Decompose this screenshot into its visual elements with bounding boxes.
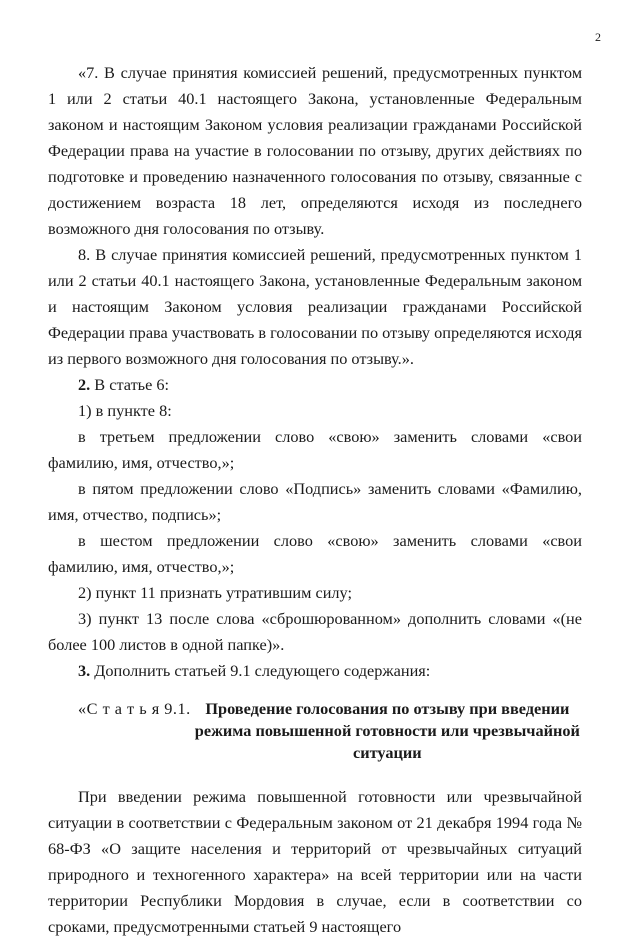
article-label: «С т а т ь я 9.1. <box>78 699 191 718</box>
paragraph-article-6-heading <box>48 372 582 398</box>
paragraph-subitem-2: 2) пункт 11 признать утратившим силу; <box>78 583 353 602</box>
item-number-3: 3. <box>78 661 91 680</box>
page-number: 2 <box>595 30 601 44</box>
paragraph-item-8: 8. В случае принятия комиссией решений, предусмотренных пунктом 1 или 2 статьи 40.1 настоящего Закона, установленные Федеральным законом и настоящим Законом условия реализации гражданами Российской Федерации права участвовать в голосовании по отзыву определяются исходя из первого возможного дня голосования по отзыву.». <box>48 245 582 368</box>
article-body-paragraph: При введении режима повышенной готовности или чрезвычайной ситуации в соответствии с Федеральным законом от 21 декабря 1994 года № 68-ФЗ «О защите населения и территорий от чрезвычайных ситуаций природного и техногенного характера» на всей территории или на части территории Республики Мордовия в случае, если в соответствии со сроками, предусмотренными статьей 9 настоящего <box>48 787 582 936</box>
paragraph-add-article <box>48 658 582 684</box>
paragraph-subitem-3: 3) пункт 13 после слова «сброшюрованном» дополнить словами «(не более 100 листов в одной папке)». <box>48 609 582 654</box>
paragraph-fifth-sentence: в пятом предложении слово «Подпись» заменить словами «Фамилию, имя, отчество, подпись»; <box>48 479 582 524</box>
item-text-3: Дополнить статьей 9.1 следующего содержания: <box>90 661 431 680</box>
item-text-2: В статье 6: <box>90 375 170 394</box>
paragraph-sixth-sentence: в шестом предложении слово «свою» заменить словами «свои фамилию, имя, отчество,»; <box>48 531 582 576</box>
paragraph-subitem-1: 1) в пункте 8: <box>78 401 172 420</box>
paragraph-item-7: «7. В случае принятия комиссией решений, предусмотренных пунктом 1 или 2 статьи 40.1 настоящего Закона, установленные Федеральным законом и настоящим Законом условия реализации гражданами Российской Федерации права на участие в голосовании по отзыву, других действиях по подготовке и проведению назначенного голосования по отзыву, связанные с достижением возраста 18 лет, определяются исходя из последнего возможного дня голосования по отзыву. <box>48 63 582 238</box>
article-heading <box>48 698 582 764</box>
paragraph-third-sentence: в третьем предложении слово «свою» заменить словами «свои фамилию, имя, отчество,»; <box>48 427 582 472</box>
item-number-2: 2. <box>78 375 91 394</box>
article-title: Проведение голосования по отзыву при введении режима повышенной готовности или чрезвычайной ситуации <box>194 699 580 762</box>
document-body <box>0 60 640 940</box>
